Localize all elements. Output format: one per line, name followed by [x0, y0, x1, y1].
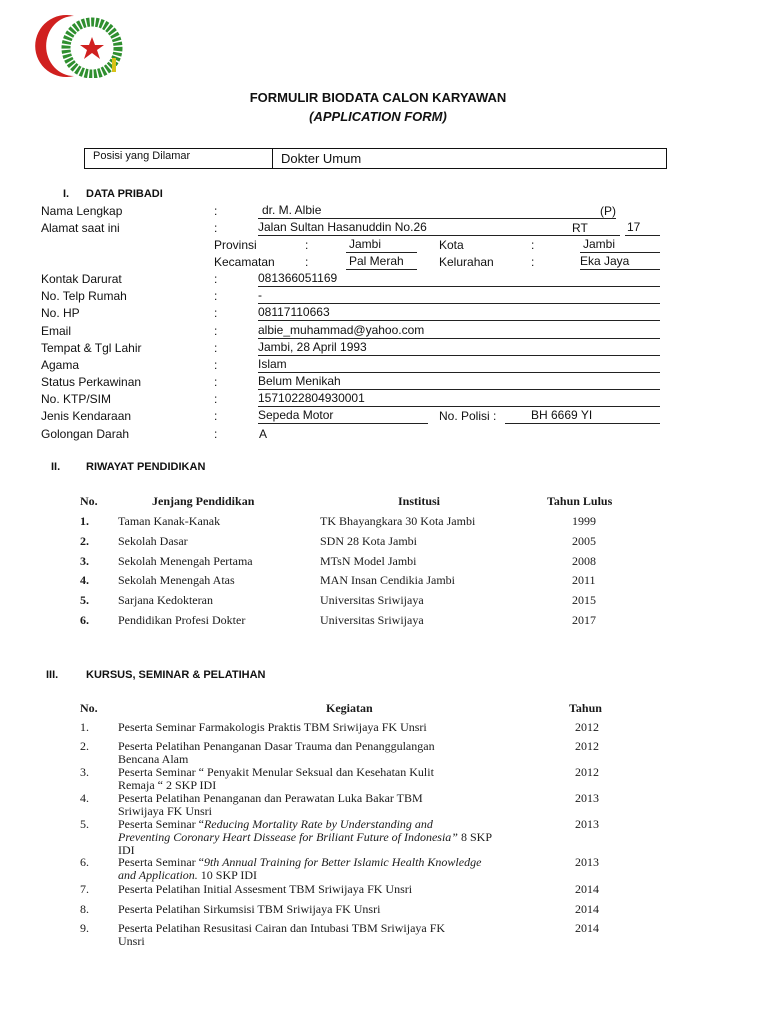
kota-value: Jambi: [583, 237, 616, 251]
edu-row-tahun: 2015: [572, 593, 596, 607]
edu-row-institusi: MTsN Model Jambi: [320, 554, 417, 568]
edu-row-jenjang: Sekolah Menengah Atas: [118, 573, 235, 587]
provinsi-field[interactable]: [346, 237, 417, 253]
colon: :: [214, 341, 218, 355]
kontak-field[interactable]: [258, 271, 660, 287]
colon: :: [214, 306, 218, 320]
ttl-value: Jambi, 28 April 1993: [258, 340, 367, 354]
edu-row-institusi: TK Bhayangkara 30 Kota Jambi: [320, 514, 476, 528]
kur-row-no: 7.: [80, 882, 89, 896]
kur-row-tahun: 2012: [575, 720, 599, 734]
edu-row-no: 5.: [80, 593, 89, 607]
hospital-logo: [34, 14, 126, 78]
kur-row-text: Peserta Seminar Farmakologis Praktis TBM Sriwijaya FK Unsri: [118, 720, 427, 734]
hp-value: 08117110663: [258, 305, 330, 319]
label-hp: No. HP: [41, 306, 80, 320]
kur-row-text-2a: and Application.: [118, 868, 198, 882]
ktp-value: 1571022804930001: [258, 391, 365, 405]
kur-row-tahun: 2014: [575, 902, 599, 916]
kur-row-text-a: Peserta Seminar “: [118, 855, 204, 869]
section-3-title: KURSUS, SEMINAR & PELATIHAN: [86, 669, 266, 681]
kur-row-tahun: 2012: [575, 739, 599, 753]
provinsi-label: Provinsi: [214, 238, 257, 252]
darah-value[interactable]: A: [259, 427, 268, 441]
kur-row-text: Peserta Pelatihan Sirkumsisi TBM Sriwijaya FK Unsri: [118, 902, 381, 916]
hp-field[interactable]: [258, 305, 660, 321]
section-2-title: RIWAYAT PENDIDIKAN: [86, 461, 206, 473]
kur-row-tahun: 2014: [575, 882, 599, 896]
edu-row-no: 3.: [80, 554, 89, 568]
polisi-value: BH 6669 YI: [531, 408, 593, 422]
edu-row-institusi: Universitas Sriwijaya: [320, 613, 424, 627]
kur-row-text-2: [118, 831, 492, 844]
kur-row-text-2a: Preventing Coronary Heart Dissease for Briliant Future of Indonesia”: [118, 830, 458, 844]
kur-row-text-2: [118, 869, 257, 882]
kelurahan-value: Eka Jaya: [580, 254, 630, 268]
email-value: albie_muhammad@yahoo.com: [258, 323, 425, 337]
kur-row-no: 5.: [80, 817, 89, 831]
colon: :: [214, 204, 218, 218]
kur-row-text-2: Bencana Alam: [118, 752, 189, 766]
colon: :: [214, 409, 218, 423]
kur-row-text: Peserta Pelatihan Penanganan Dasar Trauma dan Penanggulangan: [118, 739, 435, 753]
status-value: Belum Menikah: [258, 374, 341, 388]
alamat-field[interactable]: [258, 220, 620, 236]
colon: :: [214, 324, 218, 338]
edu-row-jenjang: Sekolah Dasar: [118, 534, 188, 548]
kur-row-no: 8.: [80, 902, 89, 916]
section-3-number: III.: [46, 669, 59, 681]
telp-value: -: [258, 288, 262, 302]
colon: :: [531, 255, 535, 269]
label-alamat: Alamat saat ini: [41, 221, 120, 235]
edu-row-no: 1.: [80, 514, 89, 528]
alamat-value: Jalan Sultan Hasanuddin No.26: [258, 220, 427, 234]
kur-row-no: 1.: [80, 720, 89, 734]
label-status: Status Perkawinan: [41, 375, 142, 389]
edu-row-jenjang: Sekolah Menengah Pertama: [118, 554, 253, 568]
nama-suffix: (P): [600, 204, 616, 218]
agama-value: Islam: [258, 357, 287, 371]
edu-row-jenjang: Pendidikan Profesi Dokter: [118, 613, 246, 627]
edu-header-jenjang: Jenjang Pendidikan: [152, 494, 255, 508]
kur-header-no: No.: [80, 701, 98, 715]
kur-row-text-2: Remaja “ 2 SKP IDI: [118, 778, 217, 792]
rt-label: RT: [572, 221, 588, 235]
label-nama: Nama Lengkap: [41, 204, 123, 218]
kur-row-text-2b: 10 SKP IDI: [197, 868, 258, 882]
colon: :: [214, 427, 218, 441]
section-1-number: I.: [63, 188, 70, 200]
label-darah: Golongan Darah: [41, 427, 130, 441]
nama-value: dr. M. Albie: [262, 203, 322, 217]
ktp-field[interactable]: [258, 391, 660, 407]
kur-row-tahun: 2013: [575, 817, 599, 831]
colon: :: [214, 375, 218, 389]
form-title: FORMULIR BIODATA CALON KARYAWAN: [249, 90, 507, 105]
edu-row-jenjang: Sarjana Kedokteran: [118, 593, 213, 607]
nama-field[interactable]: [258, 203, 616, 219]
edu-row-no: 4.: [80, 573, 89, 587]
colon: :: [305, 238, 309, 252]
rt-value: 17: [627, 220, 641, 234]
edu-header-institusi: Institusi: [398, 494, 441, 508]
kecamatan-field[interactable]: [346, 254, 417, 270]
kur-row-no: 3.: [80, 765, 89, 779]
kelurahan-field[interactable]: [580, 254, 660, 270]
kur-row-tahun: 2013: [575, 791, 599, 805]
colon: :: [214, 358, 218, 372]
label-kontak: Kontak Darurat: [41, 272, 122, 286]
edu-row-no: 6.: [80, 613, 89, 627]
kur-row-text-3: IDI: [118, 843, 135, 857]
polisi-label: No. Polisi :: [439, 409, 497, 423]
edu-row-institusi: SDN 28 Kota Jambi: [320, 534, 417, 548]
email-field[interactable]: [258, 323, 660, 339]
kur-row-no: 4.: [80, 791, 89, 805]
kecamatan-label: Kecamatan: [214, 255, 275, 269]
edu-header-tahun: Tahun Lulus: [547, 494, 613, 508]
position-box: [84, 148, 667, 169]
form-subtitle: (APPLICATION FORM): [309, 109, 447, 124]
position-label: Posisi yang Dilamar: [93, 150, 191, 162]
edu-row-tahun: 2011: [572, 573, 596, 587]
kur-header-tahun: Tahun: [569, 701, 602, 715]
kota-label: Kota: [439, 238, 464, 252]
edu-row-jenjang: Taman Kanak-Kanak: [118, 514, 221, 528]
kur-row-no: 6.: [80, 855, 89, 869]
kur-row-text-b: Reducing Mortality Rate by Understanding and: [203, 817, 433, 831]
label-ktp: No. KTP/SIM: [41, 392, 112, 406]
edu-header-no: No.: [80, 494, 98, 508]
colon: :: [214, 272, 218, 286]
kontak-value: 081366051169: [258, 271, 338, 285]
kur-row-text-b: 9th Annual Training for Better Islamic Health Knowledge: [203, 855, 482, 869]
edu-row-tahun: 2017: [572, 613, 596, 627]
kur-row-tahun: 2013: [575, 855, 599, 869]
kota-field[interactable]: [580, 237, 660, 253]
agama-field[interactable]: [258, 357, 660, 373]
kur-row-text-2: Sriwijaya FK Unsri: [118, 804, 212, 818]
colon: :: [531, 238, 535, 252]
kur-row-text-a: Peserta Seminar “: [118, 817, 204, 831]
kur-row-text-2: Unsri: [118, 934, 145, 948]
kur-row-text: Peserta Pelatihan Resusitasi Cairan dan Intubasi TBM Sriwijaya FK: [118, 921, 446, 935]
kur-header-kegiatan: Kegiatan: [326, 701, 373, 715]
section-1-title: DATA PRIBADI: [86, 188, 163, 200]
kur-row-text-2b: 8 SKP: [457, 830, 492, 844]
kelurahan-label: Kelurahan: [439, 255, 494, 269]
kur-row-text: Peserta Pelatihan Penanganan dan Perawatan Luka Bakar TBM: [118, 791, 423, 805]
polisi-field[interactable]: [505, 408, 660, 424]
kecamatan-value: Pal Merah: [349, 254, 404, 268]
edu-row-no: 2.: [80, 534, 89, 548]
label-kendaraan: Jenis Kendaraan: [41, 409, 132, 423]
label-email: Email: [41, 324, 72, 338]
logo-emblem-icon: [34, 14, 126, 78]
colon: :: [214, 392, 218, 406]
kendaraan-value: Sepeda Motor: [258, 408, 334, 422]
kur-row-text: Peserta Seminar “ Penyakit Menular Seksual dan Kesehatan Kulit: [118, 765, 434, 779]
label-ttl: Tempat & Tgl Lahir: [41, 341, 142, 355]
colon: :: [305, 255, 309, 269]
ttl-field[interactable]: [258, 340, 660, 356]
provinsi-value: Jambi: [349, 237, 382, 251]
section-2-number: II.: [51, 461, 61, 473]
kur-row-no: 2.: [80, 739, 89, 753]
kendaraan-field[interactable]: [258, 408, 428, 424]
colon: :: [214, 289, 218, 303]
edu-row-tahun: 2008: [572, 554, 596, 568]
edu-row-institusi: MAN Insan Cendikia Jambi: [320, 573, 455, 587]
rt-field[interactable]: [625, 220, 660, 236]
status-field[interactable]: [258, 374, 660, 390]
label-telp: No. Telp Rumah: [41, 289, 127, 303]
edu-row-tahun: 1999: [572, 514, 596, 528]
telp-field[interactable]: [258, 288, 660, 304]
kur-row-tahun: 2012: [575, 765, 599, 779]
edu-row-institusi: Universitas Sriwijaya: [320, 593, 424, 607]
kur-row-no: 9.: [80, 921, 89, 935]
position-value[interactable]: Dokter Umum: [281, 151, 362, 166]
label-agama: Agama: [41, 358, 80, 372]
edu-row-tahun: 2005: [572, 534, 596, 548]
kur-row-tahun: 2014: [575, 921, 599, 935]
kur-row-text: Peserta Pelatihan Initial Assesment TBM Sriwijaya FK Unsri: [118, 882, 413, 896]
colon: :: [214, 221, 218, 235]
